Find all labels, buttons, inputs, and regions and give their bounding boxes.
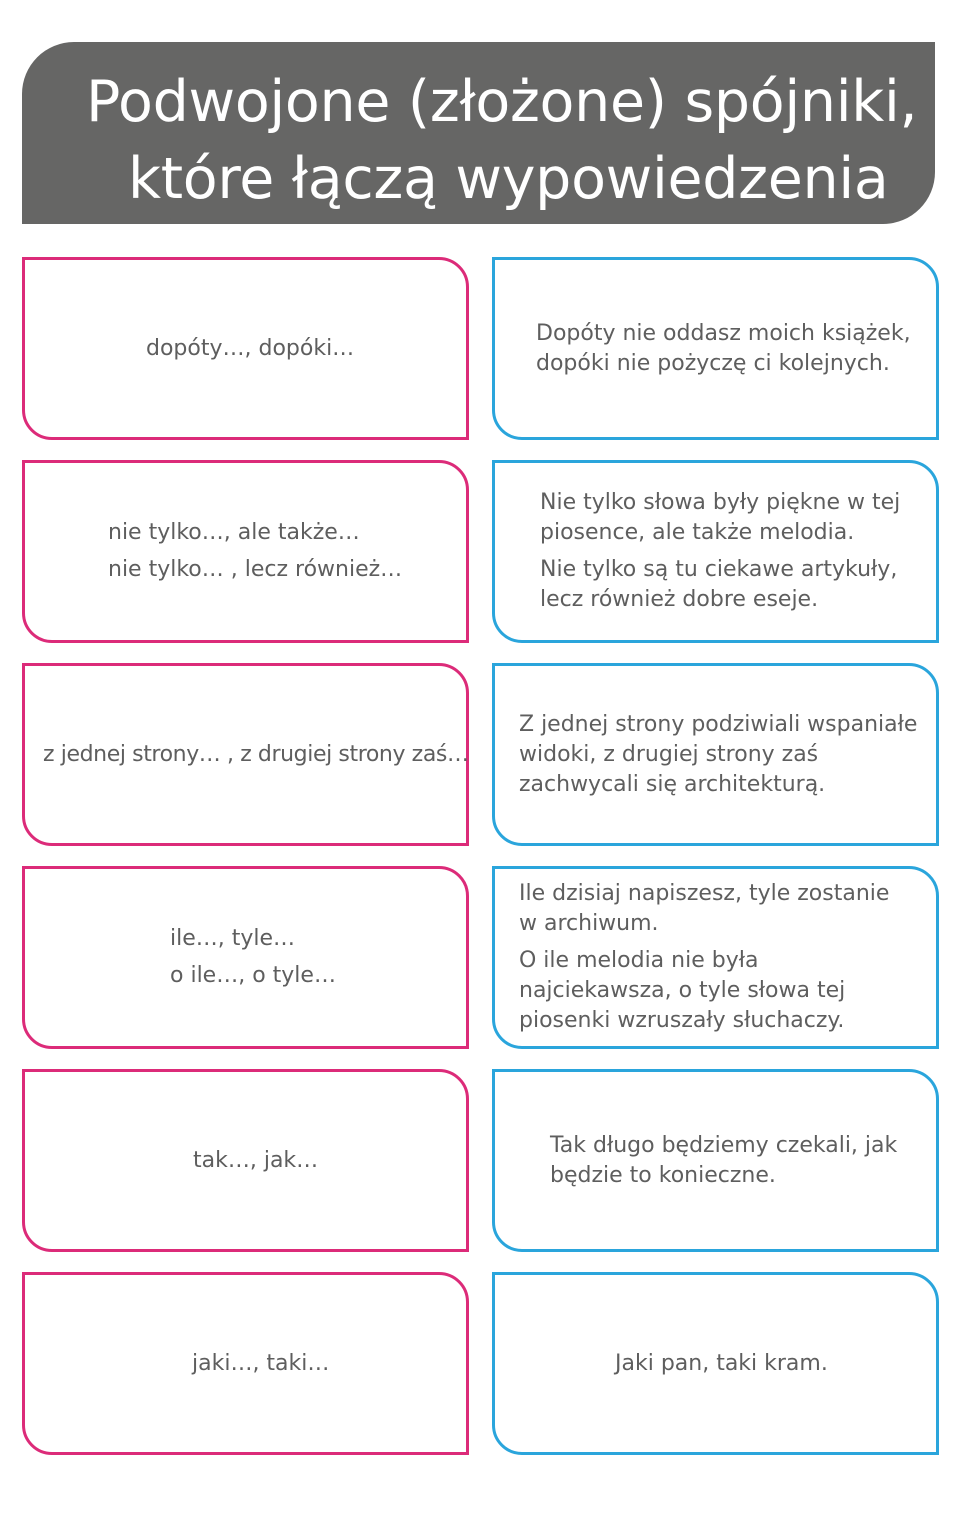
conjunction-text: z jednej strony… , z drugiej strony zaś…	[43, 741, 469, 767]
conjunction-card	[22, 1069, 469, 1252]
conjunction-card	[22, 1272, 469, 1455]
conjunction-card	[22, 257, 469, 440]
example-card	[492, 663, 939, 846]
example-text: Ile dzisiaj napiszesz, tyle zostanie w archiwum.	[519, 881, 890, 936]
example-card	[492, 1272, 939, 1455]
example-card	[492, 257, 939, 440]
page-title-line-2: które łączą wypowiedzenia	[128, 146, 889, 212]
example-card	[492, 460, 939, 643]
conjunction-text: ile…, tyle…	[170, 926, 296, 951]
conjunction-text: tak…, jak…	[193, 1147, 319, 1173]
example-text: Nie tylko słowa były piękne w tej piosence, ale także melodia.	[540, 490, 901, 545]
example-text: Dopóty nie oddasz moich książek, dopóki nie pożyczę ci kolejnych.	[536, 320, 911, 376]
conjunction-text: nie tylko…, ale także…	[108, 520, 360, 545]
conjunction-text: nie tylko… , lecz również…	[108, 557, 403, 582]
example-card	[492, 1069, 939, 1252]
conjunction-text: dopóty…, dopóki…	[146, 335, 355, 361]
conjunction-card	[22, 866, 469, 1049]
example-text: Jaki pan, taki kram.	[615, 1350, 828, 1376]
conjunction-card	[22, 663, 469, 846]
conjunction-card	[22, 460, 469, 643]
example-text: Nie tylko są tu ciekawe artykuły, lecz również dobre eseje.	[540, 557, 898, 612]
conjunction-text: jaki…, taki…	[192, 1350, 330, 1376]
page-title-line-1: Podwojone (złożone) spójniki,	[86, 69, 918, 135]
example-card	[492, 866, 939, 1049]
conjunction-text: o ile…, o tyle…	[170, 963, 336, 988]
example-text: Tak długo będziemy czekali, jak będzie to konieczne.	[550, 1132, 898, 1188]
example-text: Z jednej strony podziwiali wspaniałe widoki, z drugiej strony zaś zachwycali się architekturą.	[519, 711, 918, 797]
page-header	[22, 42, 935, 224]
example-text: O ile melodia nie była najciekawsza, o tyle słowa tej piosenki wzruszały słuchaczy.	[519, 948, 846, 1033]
